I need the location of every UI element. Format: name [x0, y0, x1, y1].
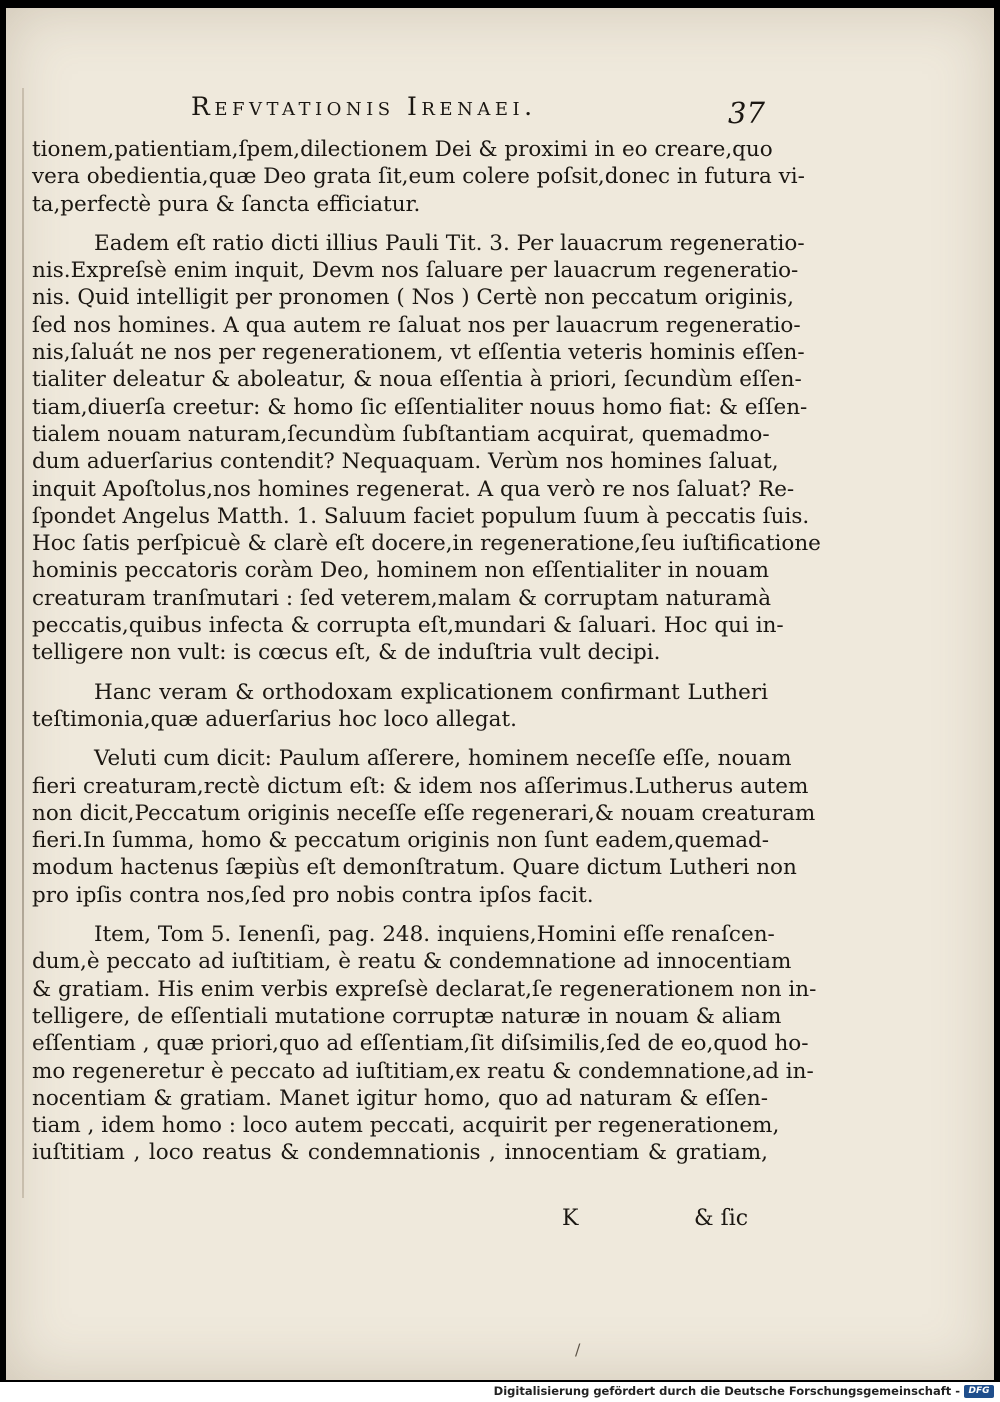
text-line: teſtimonia,quæ aduerſarius hoc loco allegat.	[32, 706, 517, 732]
text-line: Veluti cum dicit: Paulum aſſerere, hominem neceſſe eſſe, nouam	[94, 746, 792, 772]
text-line: ſpondet Angelus Matth. 1. Saluum faciet populum ſuum à peccatis ſuis.	[32, 503, 810, 529]
text-line: & gratiam. His enim verbis expreſsè declarat,ſe regenerationem non in-	[32, 976, 817, 1002]
text-line: Hanc veram & orthodoxam explicationem confirmant Lutheri	[94, 679, 768, 705]
text-line: non dicit,Peccatum originis neceſſe eſſe regenerari,& nouam creaturam	[32, 800, 816, 826]
text-line: ſed nos homines. A qua autem re ſaluat nos per lauacrum regeneratio-	[32, 312, 801, 338]
text-line: eſſentiam , quæ priori,quo ad eſſentiam,ſit diſsimilis,ſed de eo,quod ho-	[32, 1031, 809, 1057]
text-line: tialem nouam naturam,ſecundùm ſubſtantiam acquirat, quemadmo-	[32, 421, 770, 447]
paragraph-2	[32, 230, 821, 667]
text-line: dum aduerſarius contendit? Nequaquam. Verùm nos homines ſaluat,	[32, 449, 779, 475]
scanned-page	[6, 8, 994, 1380]
text-line: Hoc ſatis perſpicuè & clarè eſt docere,in regeneratione,ſeu iuſtificatione	[32, 531, 821, 557]
signature-mark: K	[562, 1206, 579, 1231]
text-line: nis.Expreſsè enim inquit, Devm nos ſaluare per lauacrum regeneratio-	[32, 258, 799, 284]
text-line: dum,è peccato ad iuſtitiam, è reatu & condemnatione ad innocentiam	[32, 949, 792, 975]
paragraph-3	[32, 679, 768, 734]
text-line: tionem,patientiam,ſpem,dilectionem Dei & proximi in eo creare,quo	[32, 137, 773, 162]
text-line: telligere non vult: is cœcus eſt, & de induſtria vult decipi.	[32, 640, 661, 666]
text-line: nis. Quid intelligit per pronomen ( Nos ) Certè non peccatum originis,	[32, 285, 794, 311]
text-line: telligere, de eſſentiali mutatione corruptæ naturæ in nouam & aliam	[32, 1003, 782, 1029]
text-line: Item, Tom 5. Ienenſi, pag. 248. inquiens,Homini eſſe renaſcen-	[94, 922, 775, 948]
text-line: modum hactenus ſæpiùs eſt demonſtratum. Quare dictum Lutheri non	[32, 855, 797, 881]
running-head: Refvtationis Irenaei.	[191, 92, 537, 121]
text-line: pro ipſis contra nos,ſed pro nobis contra ipſos facit.	[32, 882, 594, 908]
dfg-logo: DFG	[964, 1385, 994, 1398]
binding-gutter-line	[22, 88, 24, 1198]
text-line: mo regeneretur è peccato ad iuſtitiam,ex reatu & condemnatione,ad in-	[32, 1058, 814, 1084]
text-line: vera obedientia,quæ Deo grata ſit,eum colere poſsit,donec in futura vi-	[32, 164, 805, 190]
digitization-credit: Digitalisierung gefördert durch die Deutsche Forschungsgemeinschaft -	[493, 1384, 960, 1398]
body-text	[32, 136, 821, 1167]
text-line: tiam,diuerſa creetur: & homo ſic eſſentialiter nouus homo fiat: & eſſen-	[32, 394, 808, 420]
catchword: & ſic	[694, 1206, 749, 1231]
text-line: inquit Apoſtolus,nos homines regenerat. A qua verò re nos ſaluat? Re-	[32, 476, 795, 502]
text-line: tiam , idem homo : loco autem peccati, acquirit per regenerationem,	[32, 1113, 780, 1139]
text-line: Eadem eſt ratio dicti illius Pauli Tit. 3. Per lauacrum regeneratio-	[94, 230, 805, 256]
paragraph-1	[32, 136, 805, 218]
text-line: tialiter deleatur & aboleatur, & noua eſſentia à priori, ſecundùm eſſen-	[32, 367, 802, 393]
text-line: creaturam tranſmutari : ſed veterem,malam & corruptam naturamà	[32, 585, 772, 611]
text-line: peccatis,quibus infecta & corrupta eſt,mundari & ſaluari. Hoc qui in-	[32, 613, 784, 639]
text-line: ta,perfectè pura & ſancta efficiatur.	[32, 191, 421, 217]
text-line: hominis peccatoris coràm Deo, hominem non eſſentialiter in nouam	[32, 558, 770, 584]
text-line: fieri creaturam,rectè dictum eſt: & idem nos aſſerimus.Lutherus autem	[32, 773, 809, 799]
text-line: nocentiam & gratiam. Manet igitur homo, quo ad naturam & eſſen-	[32, 1085, 768, 1111]
text-line: nis,ſaluát ne nos per regenerationem, vt eſſentia veteris hominis eſſen-	[32, 340, 805, 366]
stray-mark: /	[575, 1340, 581, 1359]
page-number: 37	[728, 96, 765, 130]
text-line: fieri.In ſumma, homo & peccatum originis non ſunt eadem,quemad-	[32, 828, 770, 854]
text-line: iuſtitiam , loco reatus & condemnationis , innocentiam & gratiam,	[32, 1140, 768, 1166]
paragraph-5	[32, 921, 817, 1167]
paragraph-4	[32, 745, 816, 909]
